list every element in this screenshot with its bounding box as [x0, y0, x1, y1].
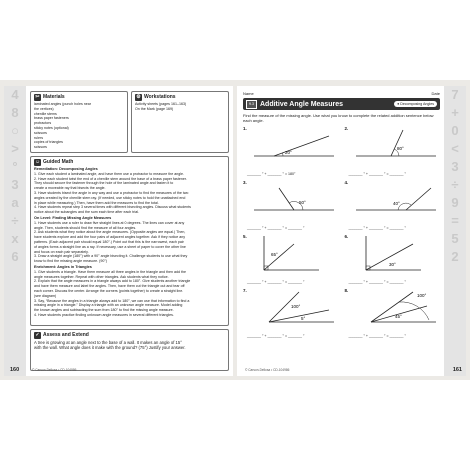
- section-line: 1. Give each student a laminated angle, and have them use a protractor to measure the angle.: [34, 171, 185, 176]
- section-line: and have them measure and label the angles. Then, have them cut the triangle out and tear off: [34, 284, 185, 289]
- section-heading: Enrichment: Angles in Triangles: [34, 264, 92, 269]
- page-number: 161: [452, 367, 462, 373]
- section-line: 3. Draw a straight angle (180°) with a 90° angle bisecting it. Challenge students to use what they: [34, 254, 188, 259]
- guided-math-box: [30, 156, 229, 326]
- equation: _______ ° + _______ ° = _______ °: [348, 334, 406, 338]
- angle-label: 5°: [301, 316, 306, 321]
- material-item: scissors: [34, 130, 47, 135]
- angle-label: 45°: [394, 314, 402, 319]
- left-margin-decoration: 4 8 ○ > ° 3 a ÷ x 6: [4, 86, 26, 376]
- angle-diagram: [249, 234, 339, 274]
- problem-2: 2. 80° _______ ° + _______ ° = _______ °: [345, 126, 441, 178]
- circle-icon: ●: [397, 102, 400, 106]
- section-heading: On Level: Finding Missing Angle Measures: [34, 215, 112, 220]
- assess-line: A tree is growing at an angle next to the base of a wall. It makes an angle of 15°: [34, 340, 182, 345]
- angle-label: 20°: [285, 150, 292, 155]
- material-item: chenille stems: [34, 111, 57, 116]
- page-title: Additive Angle Measures: [260, 100, 343, 108]
- angle-diagram: [351, 234, 441, 274]
- assess-extend-box: [30, 329, 229, 371]
- angle-label: 40°: [392, 201, 400, 206]
- section-line: know to find the missing angle measure. (90°): [34, 259, 107, 264]
- guided-math-title: Guided Math: [43, 159, 74, 166]
- section-line: create a moveable ray that bisects the angle.: [34, 186, 106, 191]
- section-line: each corner. Discuss the center. Arrange the corners (points together) to create a straight line.: [34, 288, 184, 293]
- section-line: (see diagram): [34, 293, 57, 298]
- section-line: 2. Ask students what they notice about the angle measures. (Opposite angles are equal.) Then,: [34, 230, 186, 235]
- section-line: missing angle in a triangle.” Display a triangle with an unknown angle measure. Model adding: [34, 303, 183, 308]
- section-line: the known angles and subtracting the sum from 180° to find the missing angle measure.: [34, 308, 174, 313]
- section-line: 1. Have students use a ruler to draw five straight lines at 0 degrees. The lines can cover at any: [34, 220, 185, 225]
- equation: _______ ° + _______ ° = _______ °: [247, 226, 305, 230]
- angle-label: 30°: [388, 262, 396, 267]
- people-icon: ☺: [34, 159, 41, 165]
- workstations-title: Workstations: [144, 94, 176, 101]
- topic-badge: ● Decomposing Angles: [394, 101, 437, 107]
- section-line: 4. Have students practice finding unknown angle measures in several different triangles.: [34, 312, 174, 317]
- section-line: 4. Have students repeat step 3 several times with different bisecting angles. Discuss what students: [34, 205, 191, 210]
- equation: _______ ° + _______ ° = 180°: [247, 172, 296, 176]
- angle-label: 100°: [291, 304, 301, 309]
- section-line: and focus on each pair separately.: [34, 249, 89, 254]
- problem-3: 3. 50° _______ ° + _______ ° = _______ °: [243, 180, 339, 232]
- material-item: protractors: [34, 121, 52, 126]
- gear-icon: ⚙: [136, 94, 141, 100]
- section-heading: Remediation: Decomposing Angles: [34, 167, 98, 171]
- assess-title: Assess and Extend: [43, 332, 89, 339]
- section-line: notice about the subangles and the sum each time after each trial.: [34, 210, 140, 215]
- right-page-content: [243, 91, 440, 362]
- angle-diagram: [351, 288, 441, 328]
- left-page: [4, 86, 233, 376]
- section-line: 2. Have each student twist the end of a chenille stem around the base of a brass paper fastener.: [34, 176, 187, 181]
- top-boxes: [30, 91, 229, 153]
- equation: _______ ° + _______ ° = _______ °: [348, 280, 406, 284]
- materials-title: Materials: [43, 94, 65, 101]
- name-date-line: [243, 91, 440, 96]
- scissors-icon: ✂: [35, 94, 40, 100]
- problem-5: 5. 65° _______ ° + _______ ° = _______ °: [243, 234, 339, 286]
- material-item: scissors: [34, 145, 47, 150]
- angle-diagram: [249, 126, 339, 164]
- problem-1: 1. 20° _______ ° + _______ ° = 180°: [243, 126, 339, 178]
- material-item: brass paper fasteners: [34, 116, 69, 121]
- materials-box: [30, 91, 128, 153]
- section-line: angle. Then, students should find the measure of all four angles.: [34, 225, 137, 230]
- equation: _______ ° + _______ ° = _______ °: [348, 226, 406, 230]
- lesson-tag: 9.3: [246, 100, 257, 109]
- section-line: angles created by the chenille stem ray. (If needed, use sticky notes to hold the unattached end: [34, 195, 186, 200]
- page-number: 160: [10, 367, 20, 373]
- problem-8: 8. 100° 45° _______ ° + _______ ° = _______ °: [345, 288, 441, 340]
- equation: _______ ° + _______ ° = _______ °: [348, 172, 406, 176]
- equation: _______ ° + _______ ° = _______ °: [247, 280, 305, 284]
- title-bar: [243, 98, 440, 110]
- right-margin-decoration: 7 + 0 < 3 ÷ 9 = 5 2: [444, 86, 466, 376]
- section-line: in place while measuring.) Then, have them add the measures to find the total.: [34, 200, 159, 205]
- assess-line: with the wall. What angle does it make with the ground? (75°) Justify your answer.: [34, 345, 186, 351]
- material-item: the vertices): [34, 106, 54, 111]
- section-line: patterns. (Each adjacent pair should equal 180°.) Point out that this is the narrowest, each pair: [34, 239, 184, 244]
- copyright: © Carson-Dellosa • CD-104986: [32, 368, 77, 372]
- workstations-box: [131, 91, 229, 153]
- angle-diagram: [351, 126, 441, 164]
- section-line: They should secure the fastener through the hole of the laminated angle and fasten it to: [34, 181, 174, 186]
- name-label: Name: [243, 91, 254, 96]
- copyright: © Carson-Dellosa • CD-104986: [245, 368, 290, 372]
- checkmark-icon: ✓: [35, 332, 40, 338]
- angle-label: 100°: [416, 293, 426, 298]
- section-line: of angles forms a straight line as a ray. If necessary, use a sheet of paper to cover the other line: [34, 244, 186, 249]
- problem-6: 6. 30° _______ ° + _______ ° = _______ °: [345, 234, 441, 286]
- angle-label: 80°: [396, 146, 404, 151]
- angle-label: 65°: [271, 252, 278, 257]
- material-item: sticky notes (optional): [34, 125, 69, 130]
- section-line: have students explore and add the four pairs of adjacent angles together. Ask if they notice any: [34, 235, 186, 240]
- left-page-content: [30, 91, 229, 362]
- problem-grid: [243, 126, 440, 340]
- material-item: laminated angles (punch holes near: [34, 102, 91, 106]
- problem-7: 7. 100° 5° _______ ° + _______ ° = _______ °: [243, 288, 339, 340]
- problem-4: 4. 40° _______ ° + _______ ° = _______ °: [345, 180, 441, 232]
- instructions: Find the measure of the missing angle. Use what you know to complete the related addition sentence below each angle.: [243, 113, 434, 123]
- material-item: copies of triangles: [34, 140, 63, 145]
- equation: _______ ° + _______ ° = _______ °: [247, 334, 305, 338]
- section-line: 2. Explain that the angle measures in a triangle always add to 180°. Give students another triangle: [34, 279, 191, 284]
- material-item: rulers: [34, 135, 43, 140]
- date-label: Date: [431, 91, 440, 96]
- angle-diagram: [351, 180, 441, 218]
- workstation-item: On the Mark (page 169): [135, 106, 174, 111]
- workstation-item: Activity sheets (pages 161–163): [135, 102, 187, 106]
- section-line: 1. Give students a triangle. Have them measure all three angles in the triangle and then add the: [34, 269, 187, 274]
- right-page: [237, 86, 466, 376]
- section-line: 3. Say, “Because the angles in a triangle always add to 180°, we can use that information to find a: [34, 298, 190, 303]
- section-line: angle measures together. Repeat with other triangles. Ask students what they notice.: [34, 274, 169, 279]
- angle-diagram: [249, 180, 339, 218]
- angle-diagram: [249, 288, 339, 328]
- section-line: 3. Have students bisect the angle in any way and use a protractor to find the measures of the two: [34, 190, 189, 195]
- angle-label: 50°: [299, 200, 306, 205]
